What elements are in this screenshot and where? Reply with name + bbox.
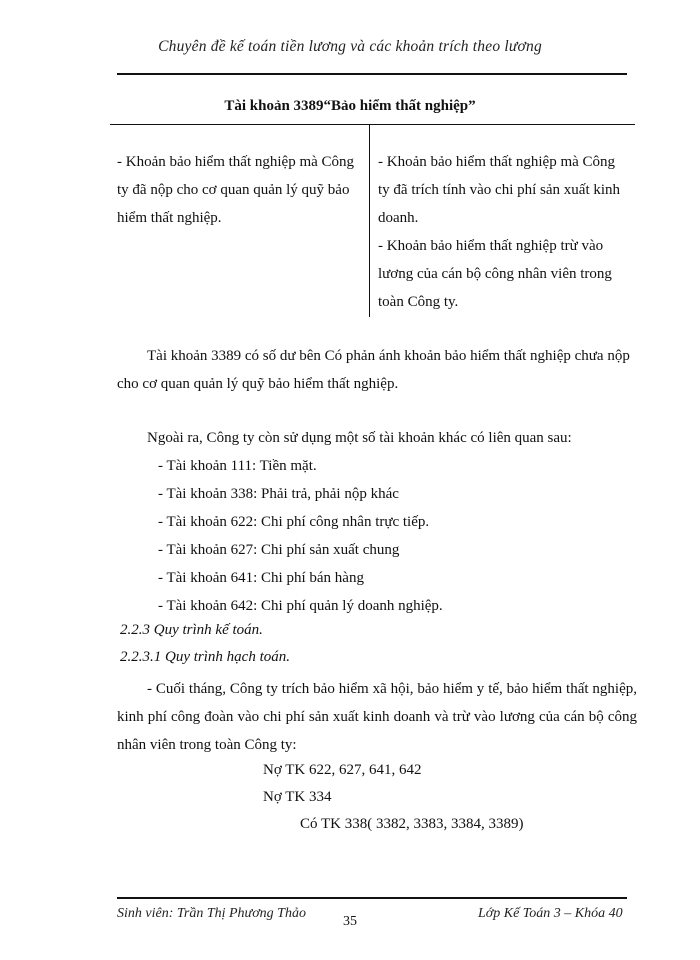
paragraph-text: Tài khoản 3389 có số dư bên Có phản ánh khoản bảo hiểm thất nghiệp chưa nộp cho cơ quan quản lý quỹ bảo hiểm thất nghiệp.	[117, 348, 630, 392]
section-heading: 2.2.3 Quy trình kế toán.	[120, 622, 263, 638]
journal-entry-credit: Có TK 338( 3382, 3383, 3384, 3389)	[300, 816, 524, 832]
paragraph-other-accounts	[147, 424, 637, 452]
list-item: - Tài khoản 622: Chi phí công nhân trực tiếp.	[158, 514, 430, 530]
credit-item: - Khoản bảo hiểm thất nghiệp trừ vào lương của cán bộ công nhân viên trong toàn Công ty.	[378, 238, 612, 310]
paragraph-month-end	[117, 675, 637, 759]
page-header-title: Chuyên đề kế toán tiền lương và các khoản trích theo lương	[158, 38, 542, 55]
journal-entry-debit-1: Nợ TK 622, 627, 641, 642	[263, 762, 422, 778]
t-account-debit-column	[117, 148, 360, 232]
list-item: - Tài khoản 642: Chi phí quản lý doanh nghiệp.	[158, 598, 443, 614]
list-item: - Tài khoản 111: Tiền mặt.	[158, 458, 317, 474]
page-number: 35	[343, 914, 357, 929]
footer-rule	[117, 897, 627, 899]
t-account-credit-column	[378, 148, 628, 316]
credit-item: - Khoản bảo hiểm thất nghiệp mà Công ty đã trích tính vào chi phí sản xuất kinh doanh.	[378, 154, 621, 226]
list-item: - Tài khoản 627: Chi phí sản xuất chung	[158, 542, 400, 558]
paragraph-balance	[117, 342, 635, 398]
t-account-title: Tài khoản 3389“Bảo hiểm thất nghiệp”	[224, 98, 476, 114]
paragraph-text: - Cuối tháng, Công ty trích bảo hiểm xã hội, bảo hiểm y tế, bảo hiểm thất nghiệp, kinh phí công đoàn vào chi phí sản xuất kinh doanh và trừ vào lương của cán bộ công nhân viên trong toàn Công ty:	[117, 681, 637, 753]
list-item: - Tài khoản 641: Chi phí bán hàng	[158, 570, 364, 586]
list-item: - Tài khoản 338: Phải trả, phải nộp khác	[158, 486, 399, 502]
subsection-heading: 2.2.3.1 Quy trình hạch toán.	[120, 649, 290, 665]
footer-class: Lớp Kế Toán 3 – Khóa 40	[478, 906, 623, 921]
t-account-horizontal-rule	[110, 124, 635, 125]
paragraph-text: Ngoài ra, Công ty còn sử dụng một số tài khoản khác có liên quan sau:	[147, 430, 572, 446]
journal-entry-debit-2: Nợ TK 334	[263, 789, 332, 805]
account-list	[158, 452, 443, 620]
debit-item: - Khoản bảo hiểm thất nghiệp mà Công ty đã nộp cho cơ quan quản lý quỹ bảo hiểm thất nghiệp.	[117, 154, 355, 226]
t-account-vertical-rule	[369, 125, 370, 317]
header-rule	[117, 73, 627, 75]
footer-student: Sinh viên: Trần Thị Phương Thảo	[117, 906, 306, 921]
